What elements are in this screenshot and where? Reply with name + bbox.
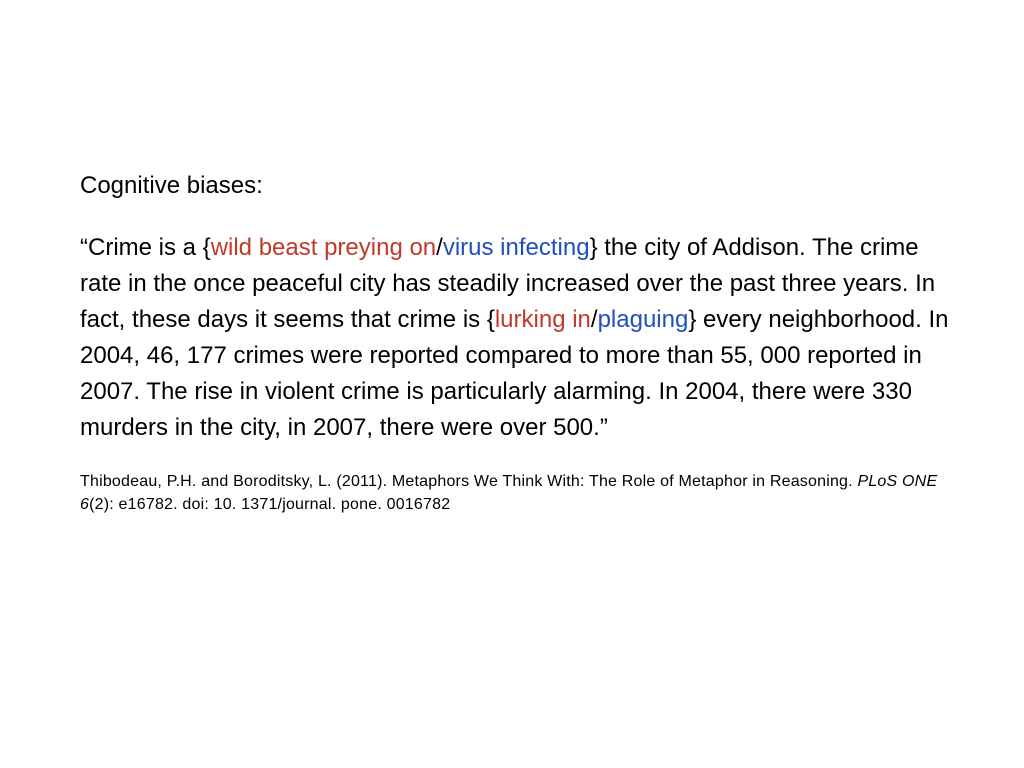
metaphor-plaguing: plaguing xyxy=(597,306,689,333)
metaphor-lurking: lurking in xyxy=(494,306,591,333)
citation-journal: PLoS ONE 6 xyxy=(80,473,938,513)
quote-text-mid: } the city of Addison. The crime rate in the once peaceful city has steadily increased over the past three years. In fact, these days it seems that crime is { xyxy=(80,234,936,333)
quote-text-open: “Crime is a { xyxy=(80,234,211,261)
citation-authors: Thibodeau, P.H. and Boroditsky, L. (2011). Metaphors We Think With: The Role of Metaphor in Reasoning. xyxy=(80,473,858,490)
slide-content xyxy=(80,168,960,516)
quote-slash-2: / xyxy=(590,306,598,333)
citation-issue: (2): e16782. doi: 10. 1371/journal. pone. 0016782 xyxy=(89,496,451,513)
metaphor-virus: virus infecting xyxy=(442,234,590,261)
citation xyxy=(80,470,960,516)
quote-paragraph xyxy=(80,230,960,446)
metaphor-beast: wild beast preying on xyxy=(210,234,437,261)
quote-text-rest: } every neighborhood. In 2004, 46, 177 crimes were reported compared to more than 55, 000 reported in 2007. The rise in violent crime is particularly alarming. In 2004, there were 330 murders in the city, in 2007, there were over 500.” xyxy=(80,306,949,441)
quote-slash-1: / xyxy=(436,234,443,261)
slide-heading: Cognitive biases: xyxy=(80,172,263,199)
